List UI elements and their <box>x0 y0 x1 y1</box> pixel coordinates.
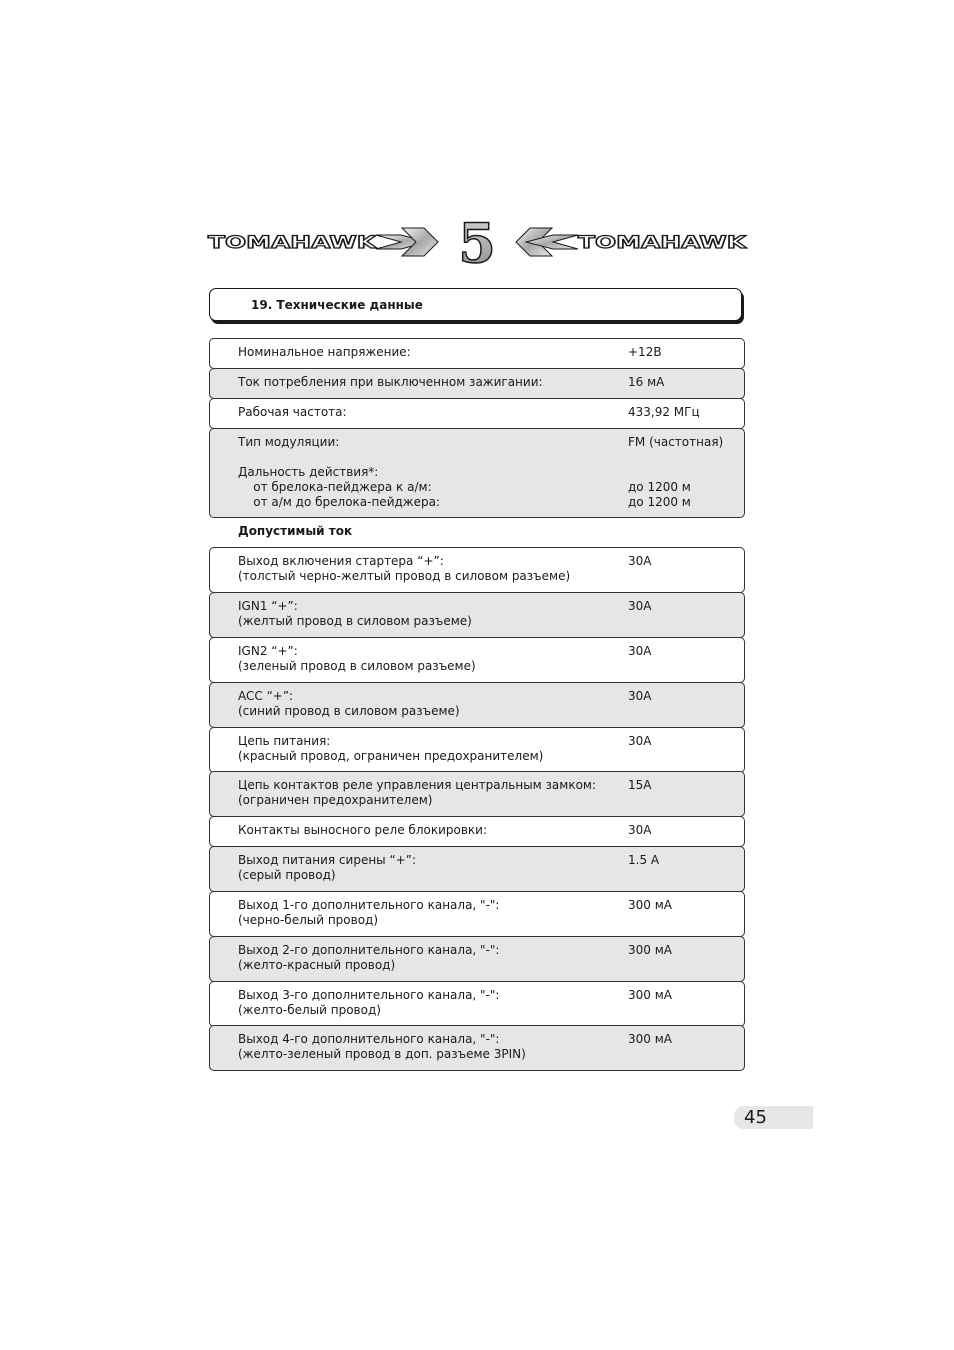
current-label: IGN1 “+”: (желтый провод в силовом разъеме) <box>238 599 472 628</box>
spec-label: Рабочая частота: <box>238 405 347 419</box>
spec-label: Тип модуляции: Дальность действия*: от брелока-пейджера к а/м: от а/м до брелока-пейджера: <box>238 435 440 509</box>
current-label: IGN2 “+”: (зеленый провод в силовом разъеме) <box>238 644 476 673</box>
current-row-aux2 <box>209 936 745 982</box>
current-value: 1.5 А <box>628 853 660 867</box>
current-value: 300 мА <box>628 988 672 1002</box>
current-section-title: Допустимый ток <box>238 524 353 538</box>
current-value: 30А <box>628 689 652 703</box>
section-header <box>209 288 742 321</box>
current-row-central-lock <box>209 771 745 817</box>
spec-value: 433,92 МГц <box>628 405 700 419</box>
current-label: Выход 1-го дополнительного канала, "-": (черно-белый провод) <box>238 898 500 927</box>
spec-row-modulation-range <box>209 428 745 518</box>
current-row-ign1 <box>209 592 745 638</box>
spec-value: +12В <box>628 345 662 359</box>
current-value: 30А <box>628 823 652 837</box>
current-row-power <box>209 727 745 773</box>
current-value: 30А <box>628 599 652 613</box>
current-label: Выход 4-го дополнительного канала, "-": (желто-зеленый провод в доп. разъеме 3PIN) <box>238 1032 526 1061</box>
brand-right-text: TOMAHAWK <box>578 233 748 253</box>
current-label: Выход 3-го дополнительного канала, "-": (желто-белый провод) <box>238 988 500 1017</box>
current-row-siren <box>209 846 745 892</box>
current-label: ACC “+”: (синий провод в силовом разъеме) <box>238 689 460 718</box>
current-label: Выход питания сирены “+”: (серый провод) <box>238 853 416 882</box>
section-title: 19. Технические данные <box>251 298 423 312</box>
brand-left-text: TOMAHAWK <box>208 233 378 253</box>
current-label: Выход 2-го дополнительного канала, "-": (желто-красный провод) <box>238 943 500 972</box>
spec-label: Ток потребления при выключенном зажигании: <box>238 375 543 389</box>
current-row-acc <box>209 682 745 728</box>
current-value: 30А <box>628 554 652 568</box>
page-number: 45 <box>744 1107 767 1128</box>
current-label: Контакты выносного реле блокировки: <box>238 823 488 837</box>
tomahawk-x5-logo <box>206 218 748 266</box>
spec-label: Номинальное напряжение: <box>238 345 411 359</box>
model-number-text: 5 <box>458 218 496 266</box>
current-value: 300 мА <box>628 898 672 912</box>
spec-row-frequency <box>209 398 745 429</box>
current-row-starter <box>209 547 745 593</box>
spec-row-voltage <box>209 338 745 369</box>
current-row-aux3 <box>209 981 745 1027</box>
current-row-aux4 <box>209 1025 745 1071</box>
current-value: 300 мА <box>628 1032 672 1046</box>
current-row-ign2 <box>209 637 745 683</box>
current-label: Цепь контактов реле управления центральным замком: (ограничен предохранителем) <box>238 778 597 807</box>
current-value: 15А <box>628 778 652 792</box>
current-label: Выход включения стартера “+”: (толстый черно-желтый провод в силовом разъеме) <box>238 554 571 583</box>
current-label: Цепь питания: (красный провод, ограничен предохранителем) <box>238 734 544 763</box>
spec-value: 16 мА <box>628 375 665 389</box>
current-value: 30А <box>628 734 652 748</box>
spec-value: FM (частотная) до 1200 м до 1200 м <box>628 435 724 509</box>
current-row-aux1 <box>209 891 745 937</box>
spec-row-current-consumption <box>209 368 745 399</box>
page-number-tab <box>734 1106 813 1129</box>
current-row-block-relay <box>209 816 745 847</box>
current-value: 300 мА <box>628 943 672 957</box>
current-value: 30А <box>628 644 652 658</box>
